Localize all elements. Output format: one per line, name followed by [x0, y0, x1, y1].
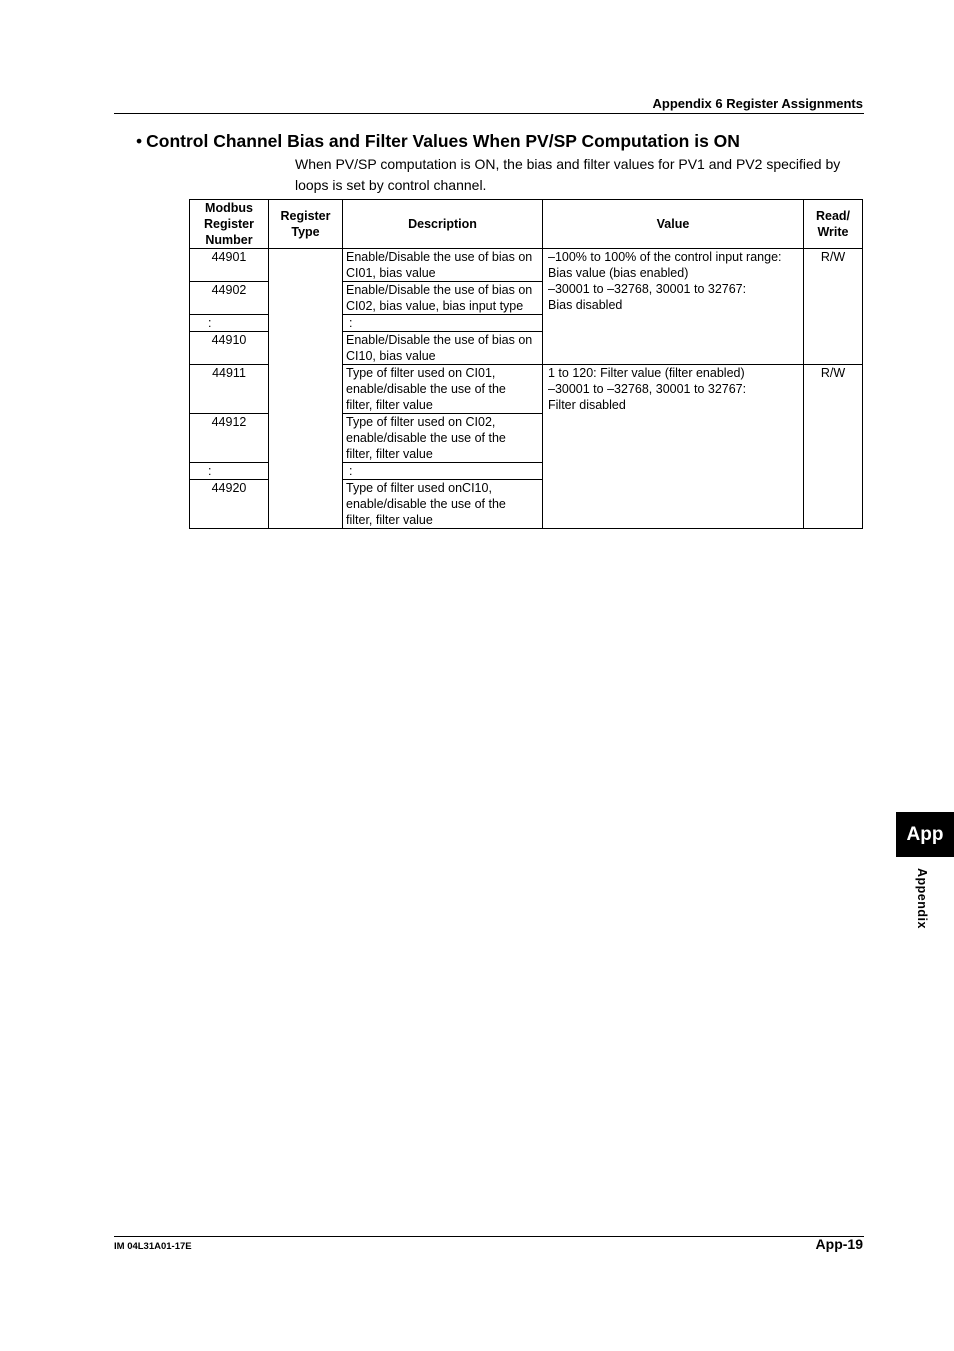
footer-rule: [114, 1236, 864, 1237]
document-id: IM 04L31A01-17E: [114, 1241, 192, 1252]
intro-paragraph: When PV/SP computation is ON, the bias and filter values for PV1 and PV2 specified by loops is set by control channel.: [295, 156, 841, 193]
register-table: [189, 199, 863, 529]
register-description: Type of filter used onCI10, enable/disable the use of the filter, filter value: [343, 480, 543, 529]
section-heading: [136, 131, 740, 152]
register-number: 44911: [190, 365, 269, 414]
register-number: 44901: [190, 249, 269, 282]
header-modbus-register-number: Modbus Register Number: [190, 200, 269, 249]
header-read-write: Read/ Write: [804, 200, 863, 249]
filter-value-range: 1 to 120: Filter value (filter enabled) –30001 to –32768, 30001 to 32767: Filter disabled: [543, 365, 804, 529]
appendix-vertical-label: Appendix: [915, 868, 929, 929]
register-number: 44912: [190, 414, 269, 463]
bias-read-write: R/W: [804, 249, 863, 365]
register-number-ellipsis: :: [190, 463, 269, 480]
register-number: 44910: [190, 332, 269, 365]
register-description: Type of filter used on CI02, enable/disable the use of the filter, filter value: [343, 414, 543, 463]
header-description: Description: [343, 200, 543, 249]
register-description: Enable/Disable the use of bias on CI10, bias value: [343, 332, 543, 365]
register-number-ellipsis: :: [190, 315, 269, 332]
appendix-tab: App: [896, 812, 954, 857]
register-description: Enable/Disable the use of bias on CI02, bias value, bias input type: [343, 282, 543, 315]
heading-bullet: •: [136, 131, 143, 151]
table-header-row: [190, 200, 863, 249]
register-type-cell: [269, 249, 343, 529]
header-value: Value: [543, 200, 804, 249]
page-number: App-19: [815, 1236, 863, 1252]
register-number: 44920: [190, 480, 269, 529]
table-row: [190, 249, 863, 282]
header-register-type: Register Type: [269, 200, 343, 249]
register-number: 44902: [190, 282, 269, 315]
register-description-ellipsis: :: [343, 463, 543, 480]
header-rule: [114, 113, 864, 114]
register-description: Type of filter used on CI01, enable/disable the use of the filter, filter value: [343, 365, 543, 414]
bias-value-range: –100% to 100% of the control input range: Bias value (bias enabled) –30001 to –32768, 30001 to 32767: Bias disabled: [543, 249, 804, 365]
register-description-ellipsis: :: [343, 315, 543, 332]
running-header-title: Appendix 6 Register Assignments: [652, 96, 863, 111]
heading-text: Control Channel Bias and Filter Values When PV/SP Computation is ON: [146, 131, 740, 151]
filter-read-write: R/W: [804, 365, 863, 529]
register-description: Enable/Disable the use of bias on CI01, bias value: [343, 249, 543, 282]
